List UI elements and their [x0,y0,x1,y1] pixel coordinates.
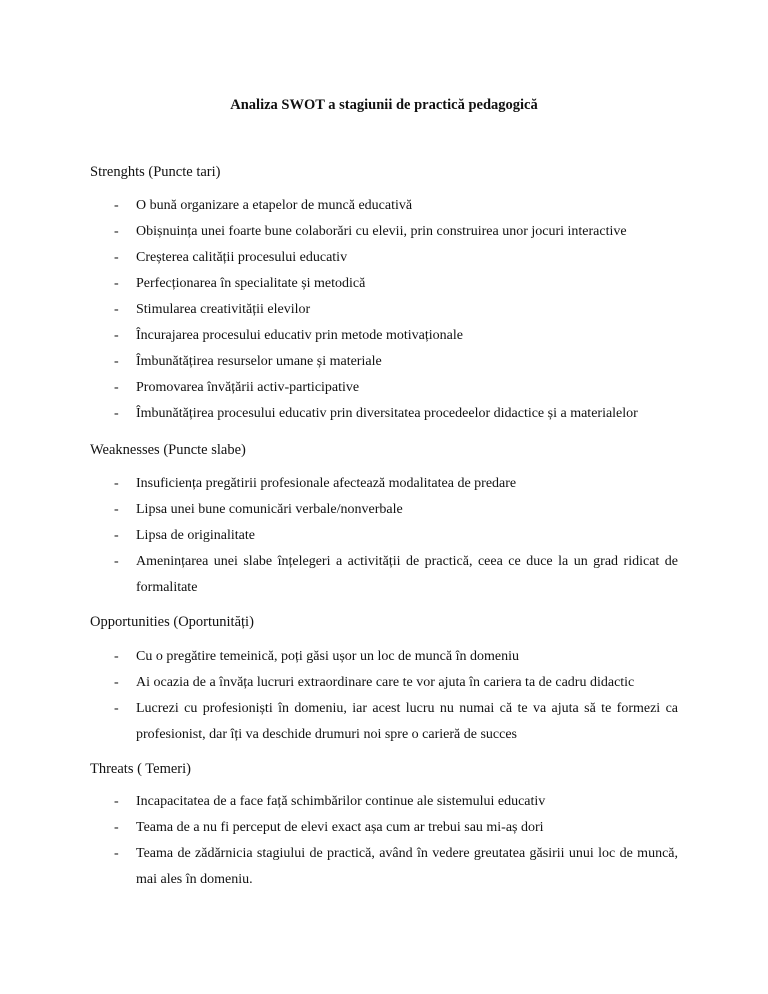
section-heading-weaknesses: Weaknesses (Puncte slabe) [90,442,246,458]
list-item: - Teama de zădărnicia stagiului de practică, având în vedere greutatea găsirii unui loc de muncă, mai ales în domeniu. [114,846,678,887]
list-item: - Obișnuința unei foarte bune colaborări cu elevii, prin construirea unor jocuri interactive [114,224,627,239]
opportunities-list [0,644,768,748]
strengths-list [0,193,768,427]
list-item: - Incapacitatea de a face față schimbărilor continue ale sistemului educativ [114,794,546,809]
weaknesses-list [0,471,768,601]
list-item: - Încurajarea procesului educativ prin metode motivaționale [114,328,463,343]
section-heading-opportunities: Opportunities (Oportunități) [90,614,254,630]
list-item: - Amenințarea unei slabe înțelegeri a activității de practică, ceea ce duce la un grad ridicat de formalitate [114,554,678,595]
section-heading-strengths: Strenghts (Puncte tari) [90,164,221,180]
list-item: - Stimularea creativității elevilor [114,302,311,317]
section-heading-threats: Threats ( Temeri) [90,761,191,777]
threats-list [0,789,768,893]
list-item: - Creșterea calității procesului educativ [114,250,348,265]
list-item: - Perfecționarea în specialitate și metodică [114,276,366,291]
page-title: Analiza SWOT a stagiunii de practică pedagogică [230,97,538,113]
list-item: - Cu o pregătire temeinică, poți găsi ușor un loc de muncă în domeniu [114,649,519,664]
list-item: - Ai ocazia de a învăța lucruri extraordinare care te vor ajuta în cariera ta de cadru didactic [114,675,635,690]
list-item: - Îmbunătățirea resurselor umane și materiale [114,354,382,369]
list-item: - Insuficiența pregătirii profesionale afectează modalitatea de predare [114,476,517,491]
list-item: - Teama de a nu fi perceput de elevi exact așa cum ar trebui sau mi-aș dori [114,820,544,835]
list-item: - Lipsa de originalitate [114,528,255,543]
list-item: - Îmbunătățirea procesului educativ prin diversitatea procedeelor didactice și a materialelor [114,406,638,421]
list-item: - Lucrezi cu profesioniști în domeniu, iar acest lucru nu numai că te va ajuta să te formezi ca profesionist, dar îți va deschide drumuri noi spre o carieră de succes [114,701,678,742]
list-item: - Lipsa unei bune comunicări verbale/nonverbale [114,502,403,517]
list-item: - Promovarea învățării activ-participative [114,380,360,395]
list-item: - O bună organizare a etapelor de muncă educativă [114,198,413,213]
